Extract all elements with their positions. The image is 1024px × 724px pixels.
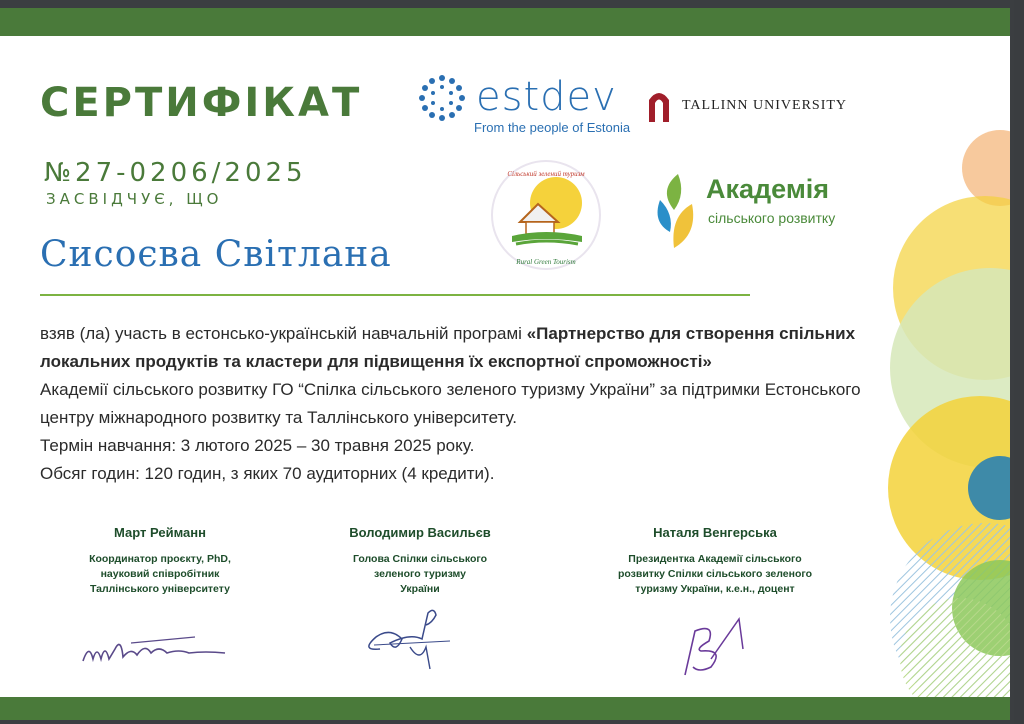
academy-tagline: сільського розвитку bbox=[708, 210, 836, 226]
estdev-logo bbox=[418, 74, 631, 135]
certificate-body bbox=[40, 320, 885, 488]
name-underline bbox=[40, 294, 750, 296]
tallinn-university-logo bbox=[646, 88, 848, 127]
term-text: Термін навчання: 3 лютого 2025 – 30 травня 2025 року. bbox=[40, 436, 475, 455]
signatory-2 bbox=[320, 525, 520, 678]
signature-1 bbox=[75, 623, 245, 673]
signatory-name: Наталя Венгерська bbox=[653, 525, 777, 540]
signature-3 bbox=[655, 609, 775, 679]
certifies-label: ЗАСВІДЧУЄ, ЩО bbox=[46, 190, 223, 208]
top-band bbox=[0, 8, 1010, 36]
signatory-role-line: Голова Спілки сільського bbox=[352, 553, 488, 565]
recipient-name: Сисоєва Світлана bbox=[40, 234, 392, 275]
participation-text: взяв (ла) участь в естонсько-українській навчальній програмі bbox=[40, 324, 527, 343]
bottom-band bbox=[0, 697, 1010, 720]
organization-text: Академії сільського розвитку ГО “Спілка сільського зеленого туризму України” за підтримки Естонського центру міжнародного розвитку та Таллінського університету. bbox=[40, 380, 861, 427]
signatory-name: Март Рейманн bbox=[114, 525, 206, 540]
certificate-number: №27-0206/2025 bbox=[44, 158, 307, 188]
program-title: «Партнерство для створення спільних локальних продуктів та кластери для підвищення їх експортної спроможності» bbox=[40, 324, 856, 371]
academy-wordmark: Академія bbox=[706, 174, 830, 204]
tallinn-wordmark: TALLINN UNIVERSITY bbox=[682, 98, 848, 113]
rural-green-tourism-logo bbox=[486, 158, 606, 273]
signatory-3 bbox=[600, 525, 830, 684]
academy-logo bbox=[652, 170, 836, 265]
hours-text: Обсяг годин: 120 годин, з яких 70 аудиторних (4 кредити). bbox=[40, 464, 495, 483]
signatory-role-line: Таллінського університету bbox=[89, 583, 231, 595]
signatory-role-line: зеленого туризму bbox=[373, 568, 466, 580]
signatory-role-line: Координатор проєкту, PhD, bbox=[89, 553, 231, 565]
academy-leaf-icon bbox=[652, 170, 700, 260]
certificate bbox=[0, 8, 1010, 720]
svg-text:Сільський зелений туризм: Сільський зелений туризм bbox=[507, 170, 585, 178]
tallinn-arch-icon bbox=[646, 88, 672, 122]
signatory-1 bbox=[60, 525, 260, 678]
signature-2 bbox=[350, 603, 490, 673]
participation-paragraph bbox=[40, 320, 885, 376]
signatory-role-line: України bbox=[400, 583, 440, 595]
signatory-role-line: розвитку Спілки сільського зеленого bbox=[617, 568, 813, 580]
signatory-role-line: науковий співробітник bbox=[100, 568, 220, 580]
estdev-wordmark: estdev bbox=[476, 74, 617, 120]
estdev-tagline: From the people of Estonia bbox=[474, 120, 631, 135]
signatory-role-line: туризму України, к.е.н., доцент bbox=[635, 583, 795, 595]
estdev-dots-icon bbox=[418, 74, 466, 122]
svg-text:Rural Green Tourism: Rural Green Tourism bbox=[516, 258, 576, 266]
signatory-role-line: Президентка Академії сільського bbox=[628, 553, 802, 565]
signatory-name: Володимир Васильєв bbox=[349, 525, 491, 540]
certificate-title: СЕРТИФІКАТ bbox=[40, 80, 363, 126]
